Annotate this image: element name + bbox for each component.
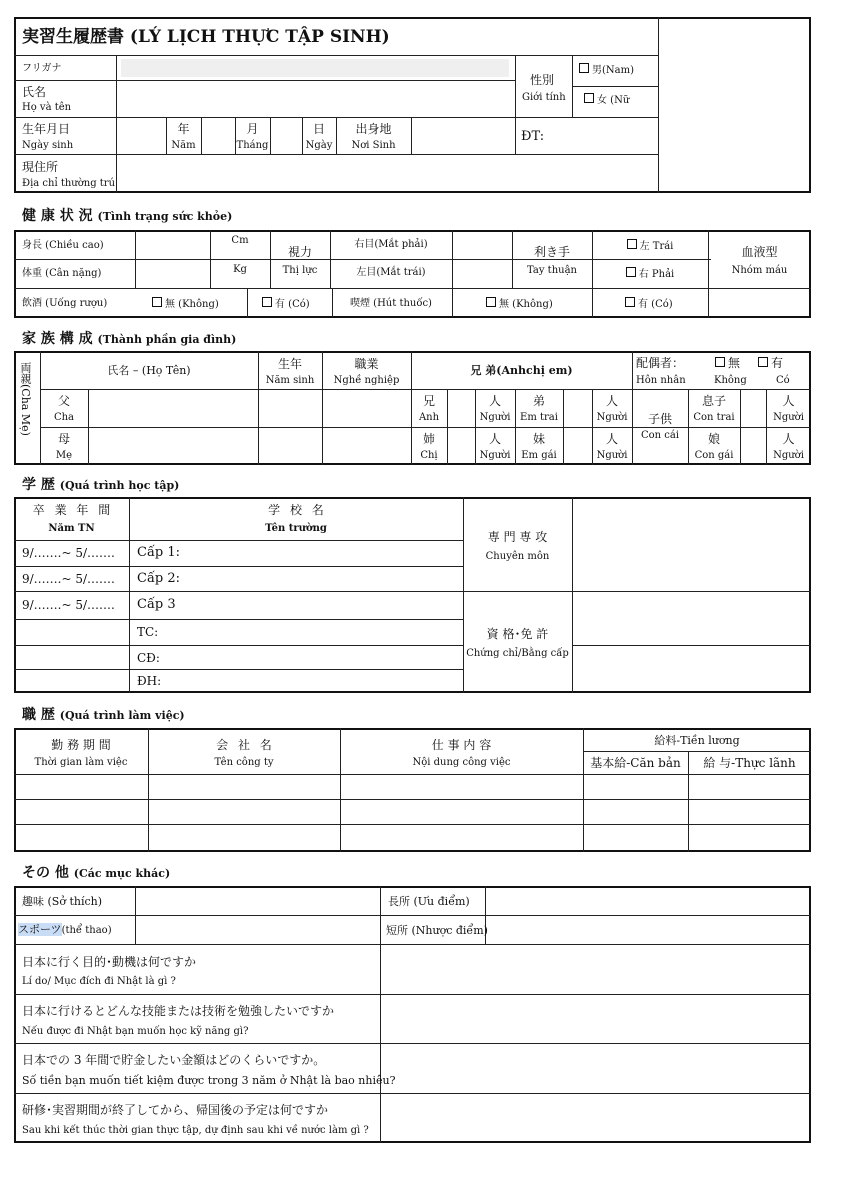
basic-salary-header: 基本給-Căn bản [590, 756, 681, 770]
birth-year-header-jp: 生年 [277, 357, 302, 371]
grad-year-header-jp: 卒 業 年 間 [32, 503, 111, 517]
older-sister-label-jp: 姉 [422, 432, 435, 446]
spouse-label-vi: Hôn nhân [636, 375, 686, 386]
male-checkbox[interactable]: 男(Nam) [579, 63, 634, 77]
person-label-vi: Người [479, 412, 511, 423]
right-hand-checkbox[interactable]: 右 Phải [592, 267, 708, 281]
sport-label-vi: (thể thao) [61, 925, 112, 936]
spouse-yes-label-vi: Có [776, 375, 790, 386]
dominant-hand-label-vi: Tay thuận [527, 265, 577, 276]
younger-brother-label-vi: Em trai [520, 412, 558, 423]
children-label-jp: 子供 [647, 412, 672, 426]
weakness-label: 短所 (Nhược điểm) [386, 924, 488, 937]
spouse-no-checkbox[interactable]: 無 [715, 356, 740, 370]
mother-label-jp: 母 [57, 432, 70, 446]
question-2-vi: Nếu được đi Nhật bạn muốn học kỹ năng gì? [22, 1026, 249, 1037]
right-eye-label: 右目(Mắt phải) [354, 239, 428, 250]
father-label-jp: 父 [57, 394, 70, 408]
dominant-hand-label-jp: 利き手 [533, 245, 570, 259]
person-label-jp: 人 [605, 432, 618, 446]
spouse-label-jp: 配偶者： [636, 356, 685, 370]
smoke-yes-checkbox[interactable]: 有 (Có) [625, 297, 673, 311]
person-label-jp: 人 [782, 432, 795, 446]
older-sister-label-vi: Chị [420, 450, 438, 461]
younger-sister-label-vi: Em gái [521, 450, 557, 461]
name-label-jp: 氏名 [22, 85, 47, 99]
strength-label: 長所 (Ưu điểm) [388, 895, 470, 908]
health-section-title: 健 康 状 況 (Tình trạng sức khỏe) [22, 208, 233, 224]
job-content-header-jp: 仕 事 内 容 [431, 738, 492, 752]
company-header-jp: 会 社 名 [216, 738, 272, 752]
son-label-vi: Con trai [693, 412, 735, 423]
page-title: 実習生履歴書 (LÝ LỊCH THỰC TẬP SINH) [22, 27, 390, 47]
major-label-vi: Chuyên môn [485, 551, 550, 562]
photo-area-divider [658, 17, 659, 193]
question-1-vi: Lí do/ Mục đích đi Nhật là gì ? [22, 976, 176, 987]
son-label-jp: 息子 [701, 394, 726, 408]
checkbox-icon [152, 297, 162, 307]
birthplace-label-vi: Nơi Sinh [351, 140, 396, 151]
year-label-jp: 年 [177, 122, 190, 136]
edu-period-3: 9/…….~ 5/……. [22, 598, 115, 612]
work-period-header-vi: Thời gian làm việc [34, 757, 128, 768]
question-1-jp: 日本に行く目的･動機は何ですか [22, 955, 197, 969]
person-label-jp: 人 [488, 432, 501, 446]
year-label-vi: Năm [171, 140, 196, 151]
question-2-jp: 日本に行けるとどんな技能または技術を勉強したいですか [22, 1004, 335, 1018]
license-label-vi: Chứng chỉ/Bằng cấp [466, 648, 569, 659]
edu-school-1: Cấp 1: [137, 545, 181, 560]
checkbox-icon [625, 297, 635, 307]
actual-salary-header: 給 与-Thực lãnh [703, 756, 796, 770]
spouse-yes-checkbox[interactable]: 有 [758, 356, 783, 370]
kg-unit: Kg [233, 264, 247, 275]
left-hand-checkbox[interactable]: 左 Trái [592, 239, 708, 253]
family-section-title: 家 族 構 成 (Thành phần gia đình) [22, 331, 237, 347]
checkbox-icon [715, 357, 725, 367]
person-label-vi: Người [773, 450, 804, 461]
day-label-vi: Ngày [305, 140, 333, 151]
younger-brother-label-jp: 弟 [532, 394, 545, 408]
checkbox-icon [627, 239, 637, 249]
grad-year-header-vi: Năm TN [48, 523, 95, 534]
female-checkbox[interactable]: 女 (Nữ [584, 93, 629, 107]
person-label-vi: Người [596, 450, 628, 461]
spouse-no-label-vi: Không [714, 375, 747, 386]
edu-school-5: CĐ: [137, 651, 160, 665]
vision-label-jp: 視力 [287, 245, 312, 259]
older-brother-label-jp: 兄 [422, 394, 435, 408]
left-eye-label: 左目(Mắt trái) [356, 267, 426, 278]
name-label-vi: Họ và tên [22, 102, 72, 113]
person-label-vi: Người [773, 412, 804, 423]
checkbox-icon [579, 63, 589, 73]
blood-type-label-vi: Nhóm máu [731, 265, 788, 276]
education-section-title: 学 歴 (Quá trình học tập) [22, 477, 180, 493]
person-label-jp: 人 [605, 394, 618, 408]
family-name-header: 氏名 – (Họ Tên) [107, 364, 191, 377]
question-4-vi: Sau khi kết thúc thời gian thực tập, dự định sau khi về nước làm gì ? [22, 1125, 369, 1136]
gender-label-vi: Giới tính [522, 92, 566, 103]
month-label-vi: Tháng [236, 140, 269, 151]
drink-yes-checkbox[interactable]: 有 (Có) [262, 297, 310, 311]
checkbox-icon [758, 357, 768, 367]
person-label-vi: Người [479, 450, 511, 461]
cm-unit: Cm [231, 235, 249, 246]
person-label-vi: Người [596, 412, 628, 423]
younger-sister-label-jp: 妹 [532, 432, 545, 446]
occupation-header-vi: Nghề nghiệp [333, 375, 400, 386]
address-label-vi: Địa chỉ thường trú [22, 178, 116, 189]
edu-school-3: Cấp 3 [137, 597, 176, 612]
mother-label-vi: Mẹ [55, 450, 73, 461]
work-section-title: 職 歴 (Quá trình làm việc) [22, 707, 185, 723]
question-3-jp: 日本での 3 年間で貯金したい金額はどのくらいですか。 [22, 1053, 326, 1067]
sport-label [18, 923, 112, 937]
gender-label-jp: 性別 [530, 73, 555, 87]
question-4-jp: 研修･実習期間が終了してから、帰国後の予定は何ですか [22, 1103, 329, 1117]
parents-vertical-label: 両親(Cha Mẹ) [19, 362, 32, 436]
checkbox-icon [584, 93, 594, 103]
address-label-jp: 現住所 [22, 160, 59, 174]
edu-school-2: Cấp 2: [137, 571, 181, 586]
vision-label-vi: Thị lực [282, 265, 318, 276]
checkbox-icon [626, 267, 636, 277]
edu-period-1: 9/…….~ 5/……. [22, 546, 115, 560]
phone-label: ĐT: [521, 129, 545, 144]
checkbox-icon [486, 297, 496, 307]
drink-no-checkbox[interactable]: 無 (Không) [152, 297, 219, 311]
person-label-jp: 人 [488, 394, 501, 408]
school-header-jp: 学 校 名 [268, 503, 324, 517]
major-label-jp: 専 門 専 攻 [487, 530, 548, 544]
job-content-header-vi: Nội dung công việc [412, 757, 511, 768]
other-section-title: その 他 (Các mục khác) [22, 865, 171, 881]
question-3-vi: Số tiền bạn muốn tiết kiệm được trong 3 năm ở Nhật là bao nhiêu? [22, 1074, 396, 1087]
dob-label-vi: Ngày sinh [22, 140, 74, 151]
month-label-jp: 月 [246, 122, 259, 136]
edu-school-4: TC: [137, 625, 159, 639]
blood-type-label-jp: 血液型 [741, 245, 778, 259]
siblings-header: 兄 弟(Anhchị em) [470, 364, 573, 377]
dob-label-jp: 生年月日 [22, 122, 71, 136]
license-label-jp: 資 格･免 許 [486, 627, 549, 641]
smoking-label: 喫煙 (Hút thuốc) [350, 298, 432, 309]
daughter-label-vi: Con gái [694, 450, 734, 461]
furigana-label: フリガナ [22, 63, 62, 74]
day-label-jp: 日 [312, 122, 325, 136]
hobby-label: 趣味 (Sở thích) [22, 895, 103, 908]
sport-label-jp: スポーツ [18, 923, 62, 936]
furigana-input[interactable] [121, 59, 509, 77]
birth-year-header-vi: Năm sinh [265, 375, 315, 386]
smoke-no-checkbox[interactable]: 無 (Không) [486, 297, 553, 311]
checkbox-icon [262, 297, 272, 307]
edu-period-2: 9/…….~ 5/……. [22, 572, 115, 586]
weight-label: 体重 (Cân nặng) [22, 268, 102, 279]
occupation-header-jp: 職業 [354, 357, 379, 371]
birthplace-label-jp: 出身地 [355, 122, 392, 136]
older-brother-label-vi: Anh [418, 412, 440, 423]
school-header-vi: Tên trường [265, 523, 327, 534]
edu-school-6: ĐH: [137, 674, 162, 688]
work-period-header-jp: 勤 務 期 間 [51, 738, 111, 752]
salary-header: 給料-Tiền lương [654, 734, 740, 747]
daughter-label-jp: 娘 [707, 432, 720, 446]
drinking-label: 飲酒 (Uống rượu) [22, 298, 108, 309]
father-label-vi: Cha [53, 412, 75, 423]
company-header-vi: Tên công ty [214, 757, 274, 768]
children-label-vi: Con cái [640, 430, 680, 441]
height-label: 身長 (Chiều cao) [22, 240, 104, 251]
person-label-jp: 人 [782, 394, 795, 408]
